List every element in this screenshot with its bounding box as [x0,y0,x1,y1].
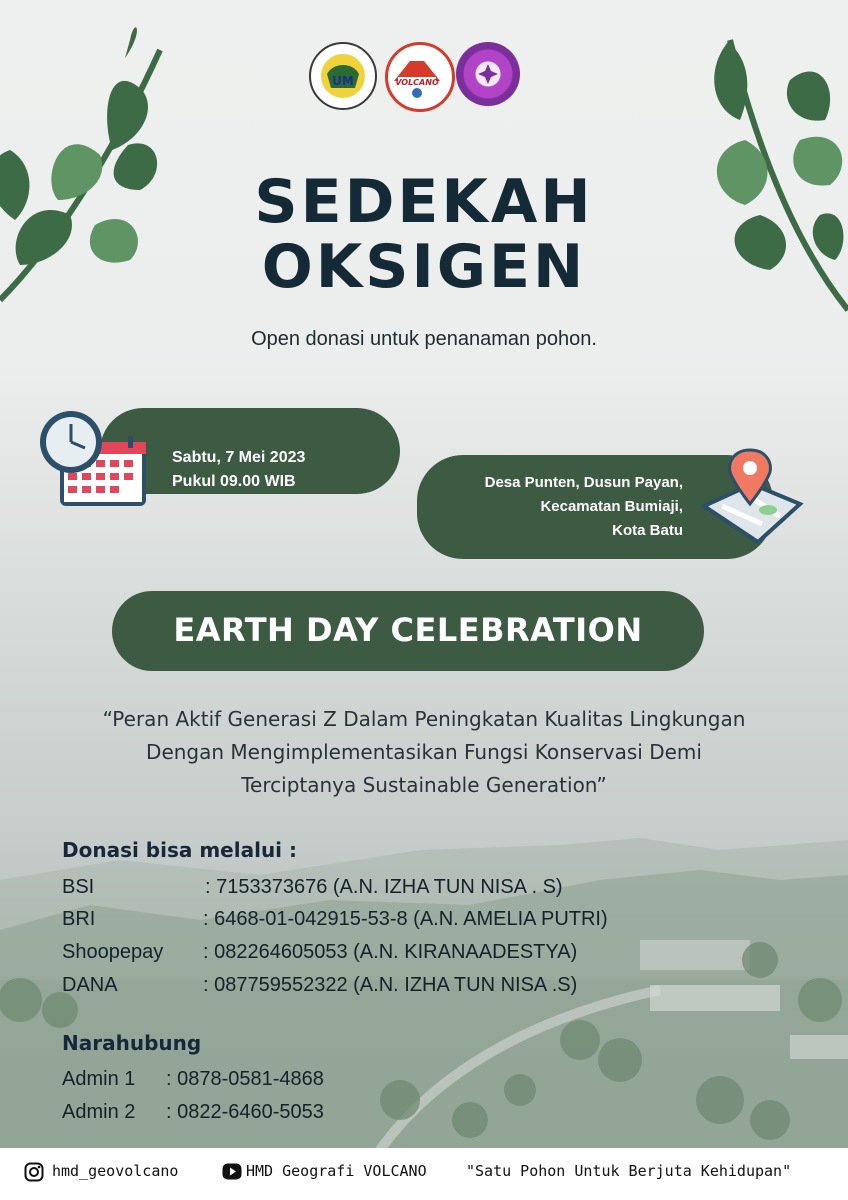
building [650,985,780,1011]
donation-label-shopeepay: Shoopepay [62,941,164,963]
earth-day-banner [112,591,704,671]
earth-day-label: EARTH DAY CELEBRATION [173,611,643,649]
contact-value-admin-1: : 0878-0581-4868 [166,1068,324,1090]
youtube-icon [222,1163,242,1180]
quote-line-2: Dengan Mengimplementasikan Fungsi Konservasi Demi [146,740,702,764]
map-pin-icon [692,446,804,552]
location-line-2: Kecamatan Bumiaji, [540,498,683,515]
location-line-1: Desa Punten, Dusun Payan, [484,474,683,491]
instagram-handle: hmd_geovolcano [52,1162,179,1180]
contact-value-admin-2: : 0822-6460-5053 [166,1101,324,1123]
donation-value-bri: : 6468-01-042915-53-8 (A.N. AMELIA PUTRI) [203,908,608,930]
title-line-2: OKSIGEN [261,232,587,302]
volcano-logo [385,42,455,112]
building [790,1035,848,1059]
contact-label-admin-1: Admin 1 [62,1068,136,1090]
building [640,940,750,970]
event-date: Sabtu, 7 Mei 2023 [172,449,306,466]
location-line-3: Kota Batu [612,522,683,539]
title-line-1: SEDEKAH [254,167,594,237]
donation-value-dana: : 087759552322 (A.N. IZHA TUN NISA .S) [203,974,578,996]
purple-logo [456,42,520,106]
footer-tagline: "Satu Pohon Untuk Berjuta Kehidupan" [466,1162,792,1180]
calendar-clock-icon [38,404,150,510]
donation-label-bsi: BSI [62,876,95,898]
um-mark: UM [332,74,354,88]
contact-heading: Narahubung [62,1031,202,1055]
footer [0,1148,848,1200]
donation-value-bsi: : 7153373676 (A.N. IZHA TUN NISA . S) [205,876,563,898]
donation-heading: Donasi bisa melalui : [62,838,297,862]
contact-label-admin-2: Admin 2 [62,1101,136,1123]
volcano-mark: VOLCANO [395,78,439,87]
um-emblem [311,44,375,108]
theme-quote [60,703,788,802]
event-time: Pukul 09.00 WIB [172,473,296,490]
quote-line-1: “Peran Aktif Generasi Z Dalam Peningkatan Kualitas Lingkungan [102,707,746,731]
subtitle: Open donasi untuk penanaman pohon. [251,328,597,350]
youtube-channel: HMD Geografi VOLCANO [246,1162,427,1180]
donation-label-bri: BRI [62,908,96,930]
quote-line-3: Terciptanya Sustainable Generation” [241,773,607,797]
instagram-icon [24,1162,44,1182]
star-icon [456,42,520,106]
um-logo [309,42,377,110]
donation-label-dana: DANA [62,974,118,996]
volcano-emblem [388,45,446,103]
donation-value-shopeepay: : 082264605053 (A.N. KIRANAADESTYA) [203,941,578,963]
